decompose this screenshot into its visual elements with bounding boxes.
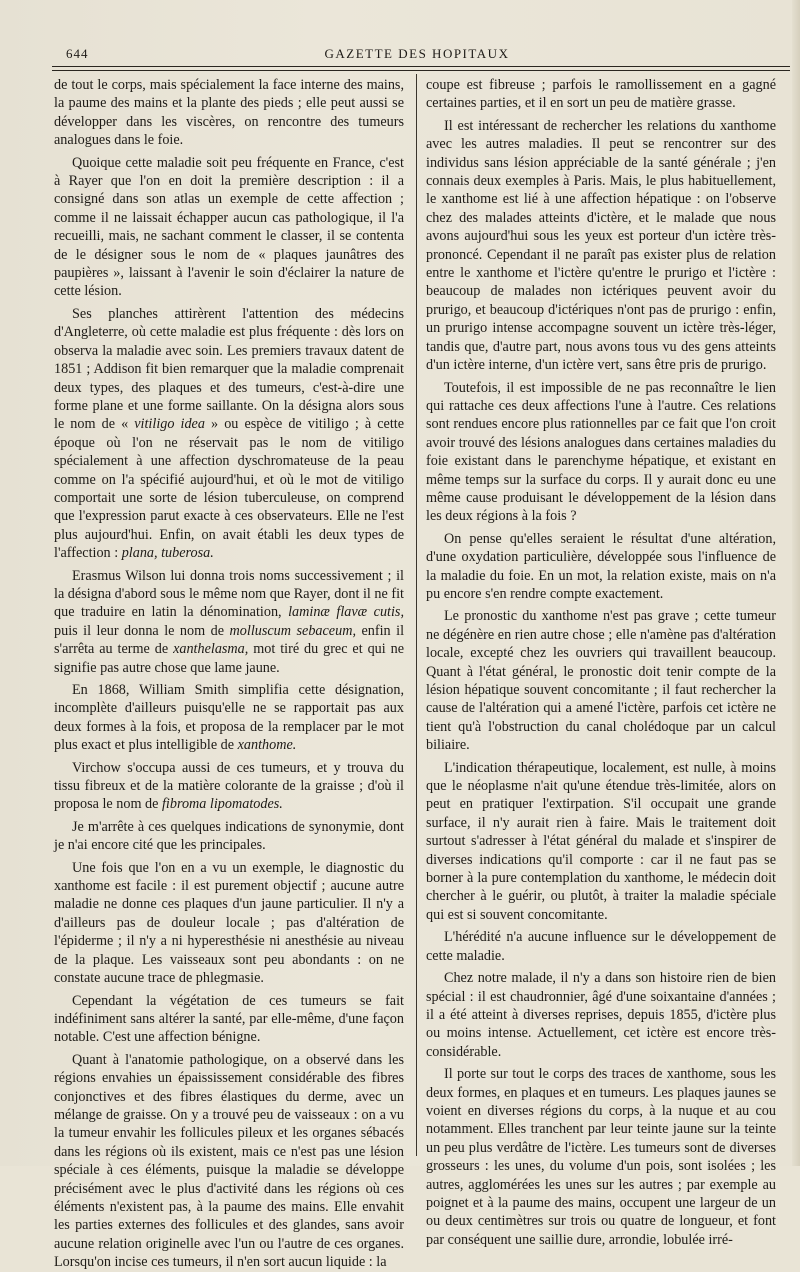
paragraph: Toutefois, il est impossible de ne pas reconnaître le lien qui rattache ces deux affections l'une à l'autre. Ces relations sont rendues encore plus rationnelles par ce fait que l'on croit avoir trouvé des lésions analogues dans certaines maladies du foie existant dans le parenchyme hépatique, et existant en même temps sur la surface du corps. Il y aurait donc eu une même cause produisant le développement de la lésion dans les deux régions à la fois ? <box>426 379 776 525</box>
header-rule-thick <box>52 66 790 67</box>
paragraph: Il porte sur tout le corps des traces de xanthome, sous les deux formes, en plaques et en tumeurs. Les plaques jaunes se voient en diverses régions du corps, à la nuque et au cou notamment. Elles tranchent par leur teinte jaune sur la teinte un peu plus verdâtre de l'ictère. Les tumeurs sont de diverses grosseurs : les unes, du volume d'un pois, sont isolées ; les autres, agglomérées les unes sur les autres ; par exemple au poignet et à la paume des mains, occupent une largeur de un ou deux centimètres sur trois ou quatre de longueur, et font par conséquent une saillie dure, arrondie, lobulée irré- <box>426 1066 776 1248</box>
left-column <box>54 76 404 1272</box>
paragraph: L'indication thérapeutique, localement, est nulle, à moins que le néoplasme n'ait qu'une étendue très-limitée, alors on peut en pratiquer l'extirpation. S'il occupait une grande surface, il n'y aurait rien à faire. Mais le traitement doit surtout s'adresser à l'état général du malade et s'inspirer de diverses indications qu'il comporte : car il ne faut pas se borner à la pure contemplation du xanthome, le médecin doit chercher à le guérir, ou plutôt, à traiter la maladie spéciale qui est si souvent concomitante. <box>426 759 776 923</box>
paragraph: de tout le corps, mais spécialement la face interne des mains, la paume des mains et la plante des pieds ; elle peut aussi se développer dans les viscères, on rencontre des tumeurs analogues dans le foie. <box>54 77 404 149</box>
running-title: GAZETTE DES HOPITAUX <box>324 46 510 61</box>
paragraph: Cependant la végétation de ces tumeurs se fait indéfiniment sans altérer la santé, par elle-même, d'une façon notable. C'est une affection bénigne. <box>54 992 404 1046</box>
right-column <box>426 76 776 1249</box>
paragraph: Le pronostic du xanthome n'est pas grave ; cette tumeur ne dégénère en rien autre chose ; elle n'amène pas d'altération locale, excepté chez les ouvriers qui travaillent beaucoup. Quant à l'état général, le pronostic doit tenir compte de la lésion hépatique souvent concomitante ; il faut rechercher la cause de l'altération qui a amené l'ictère, parfois cet ictère ne tient qu'à l'obstruction du canal cholédoque par un calcul biliaire. <box>426 608 776 754</box>
paragraph: Quoique cette maladie soit peu fréquente en France, c'est à Rayer que l'on en doit la première description : il a consigné dans son atlas un exemple de cette affection ; comme il ne laissait échapper aucun cas pathologique, il l'a recueilli, mais, ne sachant comment le classer, il se contenta de le désigner sous le nom de « plaques jaunâtres des paupières », laissant à l'avenir le soin d'éclairer la nature de cette lésion. <box>54 154 404 300</box>
paragraph: Ses planches attirèrent l'attention des médecins d'Angleterre, où cette maladie est plus fréquente : dès lors on observa la maladie avec soin. Les premiers travaux datent de 1851 ; Addison fit bien remarquer que la maladie comprenait deux types, des plaques et des tumeurs, c'est-à-dire une forme plane et une forme saillante. On la désigna alors sous le nom de « vitiligo idea » ou espèce de vitiligo ; à cette époque où l'on ne réservait pas le nom de vitiligo spécialement à une affection dyschromateuse de la peau comme on l'a spécifié aujourd'hui, et où le mot de vitiligo comportait une sorte de lésion tuberculeuse, on comprend que l'expression parut exacte à ces observateurs. Elle ne l'est plus aujourd'hui. Enfin, on avait établi les deux types de l'affection : plana, tuberosa. <box>54 305 405 562</box>
column-divider <box>416 74 417 1156</box>
paragraph: Il est intéressant de rechercher les relations du xanthome avec les autres maladies. Il peut se rencontrer sur des individus sans lésion appréciable de la santé générale ; j'en connais deux exemples à Paris. Mais, le plus habituellement, le xanthome est lié à une affection hépatique : on l'observe chez des malades atteints d'ictère, et le malade que nous avons aujourd'hui sous les yeux est porteur d'un ictère très-prononcé. Cependant il ne paraît pas exister plus de relation entre le xanthome et l'ictère qu'entre le prurigo et l'ictère : beaucoup de malades non ictériques peuvent avoir du prurigo, et beaucoup d'ictériques n'ont pas de prurigo : enfin, un prurigo intense accompagne souvent un ictère très-léger, tandis que, d'autre part, nous avons tous vu des gens atteints d'un ictère interne, d'un ictère vert, sans être pris de prurigo. <box>426 117 776 374</box>
paragraph: Chez notre malade, il n'y a dans son histoire rien de bien spécial : il est chaudronnier, âgé d'une soixantaine d'années ; il a été atteint à diverses reprises, depuis 1855, d'ictère plus ou moins intense. Actuellement, cet ictère est encore très-considérable. <box>426 970 776 1060</box>
paragraph: Quant à l'anatomie pathologique, on a observé dans les régions envahies un épaississement considérable des fibres conjonctives et des fibres élastiques du derme, avec un mélange de graisse. On y a trouvé peu de vaisseaux : on a vu la tumeur envahir les follicules pileux et les organes sébacés dans les régions où ils existent, mais ce n'est pas une lésion spéciale à ces éléments, puisque la maladie se développe précisément avec le plus d'activité dans les régions où ces éléments n'existent pas, à la paume des mains. Elle envahit les parties externes des follicules et des glandes, sans avoir aucune relation originelle avec l'un ou l'autre de ces organes. Lorsqu'on incise ces tumeurs, il n'en sort aucun liquide : la <box>54 1051 404 1271</box>
paragraph: Je m'arrête à ces quelques indications de synonymie, dont je n'ai encore cité que les principales. <box>54 818 404 854</box>
paragraph: Erasmus Wilson lui donna trois noms successivement ; il la désigna d'abord sous le même nom que Rayer, dont il ne fit que traduire en latin la dénomination, laminæ flavæ cutis, puis il leur donna le nom de molluscum sebaceum, enfin il s'arrêta au terme de xanthelasma, mot tiré du grec et qui ne signifie pas autre chose que lame jaune. <box>54 567 405 676</box>
paragraph: coupe est fibreuse ; parfois le ramollissement en a gagné certaines parties, et il en sort un peu de matière grasse. <box>426 77 776 112</box>
page-header <box>52 44 782 66</box>
paragraph: Une fois que l'on en a vu un exemple, le diagnostic du xanthome est facile : il est purement objectif ; aucune autre maladie ne donne ces plaques d'un jaune particulier. Il n'y a d'ailleurs pas de douleur locale ; pas d'altération de l'épiderme ; il n'y a ni hyperesthésie ni anesthésie au niveau de la plaque. Les vaisseaux sont peu abondants : on ne constate aucune trace de phlegmasie. <box>54 859 404 987</box>
page-number: 644 <box>66 46 89 61</box>
page-edge <box>792 0 800 1166</box>
paragraph: Virchow s'occupa aussi de ces tumeurs, et y trouva du tissu fibreux et de la matière colorante de la graisse ; d'où il proposa le nom de fibroma lipomatodes. <box>54 759 404 813</box>
paragraph: En 1868, William Smith simplifia cette désignation, incomplète d'ailleurs puisqu'elle ne se rapportait pas aux deux formes à la fois, et proposa de la remplacer par le mot plus exact et plus intelligible de xanthome. <box>54 682 404 754</box>
header-rule-thin <box>52 70 790 71</box>
paragraph: L'hérédité n'a aucune influence sur le développement de cette maladie. <box>426 929 776 964</box>
paragraph: On pense qu'elles seraient le résultat d'une altération, d'une oxydation particulière, développée sous l'influence de la maladie du foie. En un mot, la relation existe, mais on n'a pu encore s'en rendre compte exactement. <box>426 530 776 602</box>
